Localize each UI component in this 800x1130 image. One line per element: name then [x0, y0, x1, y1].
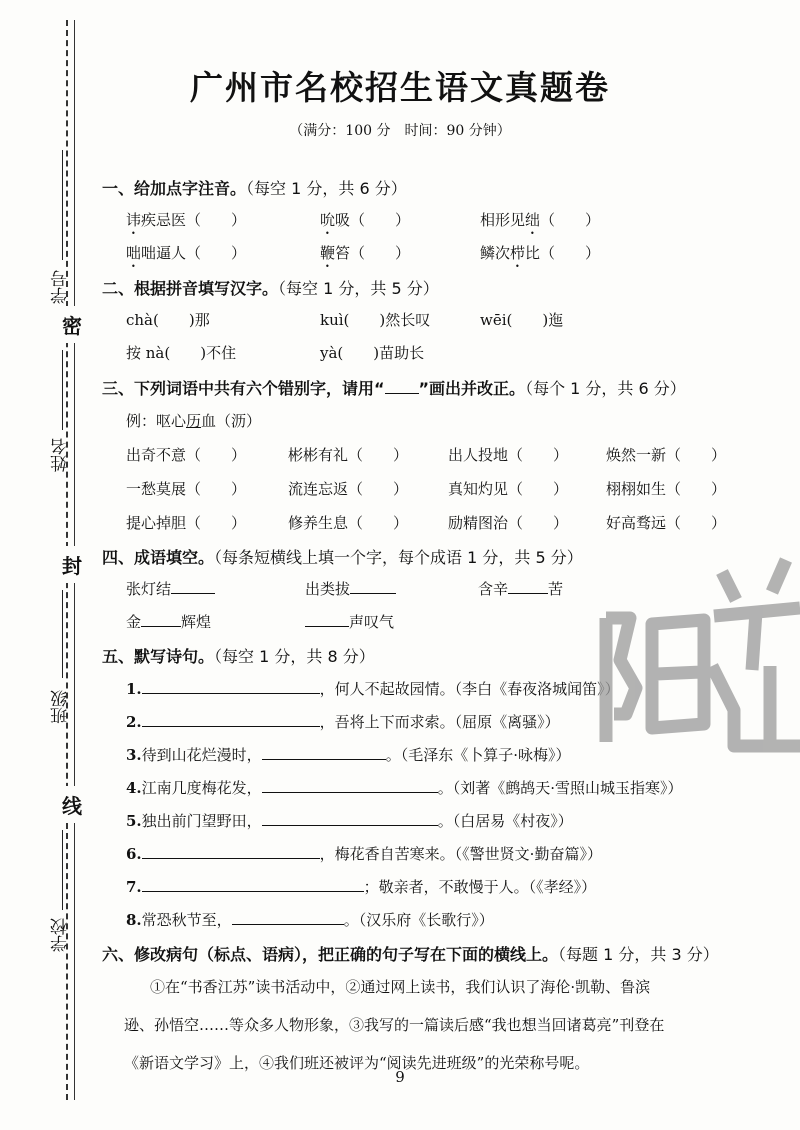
seal-xian: 线	[62, 786, 82, 823]
s2-item[interactable]: 按 nà( )不住	[126, 344, 237, 362]
s3-item[interactable]: 提心掉胆（ ）	[126, 514, 247, 532]
exam-info: （满分：100 分 时间：90 分钟）	[289, 123, 511, 139]
section-2-title: 二、根据拼音填写汉字。（每空 1 分，共 5 分）	[102, 279, 439, 298]
poem-line-7[interactable]: 7. ；敬亲者，不敢慢于人。（《孝经》）	[126, 878, 597, 896]
seal-mi: 密	[62, 306, 82, 343]
s4-item[interactable]: 张灯结	[126, 578, 215, 599]
section-5-title: 五、默写诗句。（每空 1 分，共 8 分）	[102, 647, 375, 666]
s3-item[interactable]: 励精图治（ ）	[448, 514, 569, 532]
s3-item[interactable]: 出奇不意（ ）	[126, 446, 247, 464]
name-label: 姓名	[51, 438, 71, 472]
s4-item[interactable]: 含辛 苦	[478, 580, 564, 598]
poem-line-3[interactable]: 3.待到山花烂漫时， 。（毛泽东《卜算子·咏梅》）	[126, 746, 571, 764]
s4-item[interactable]: 声叹气	[305, 611, 394, 632]
student-id-label: 学号	[51, 270, 71, 304]
poem-line-4[interactable]: 4.江南几度梅花发， 。（刘著《鹧鸪天·雪照山城玉指寒》）	[126, 779, 683, 797]
section-1-title: 一、给加点字注音。（每空 1 分，共 6 分）	[102, 179, 407, 198]
page-title: 广州市名校招生语文真题卷	[190, 68, 610, 107]
s3-item[interactable]: 一愁莫展（ ）	[126, 480, 247, 498]
poem-line-1[interactable]: 1. ，何人不起故园情。（李白《春夜洛城闻笛》）	[126, 680, 620, 698]
class-label: 班级	[51, 690, 71, 724]
s1-item[interactable]: 鳞次栉比（ ）	[480, 244, 601, 262]
s1-item[interactable]: 咄咄逼人（ ）	[126, 244, 247, 262]
class-blank[interactable]	[62, 590, 63, 678]
poem-line-6[interactable]: 6. ，梅花香自苦寒来。（《警世贤文·勤奋篇》）	[126, 845, 602, 863]
poem-line-5[interactable]: 5.独出前门望野田， 。（白居易《村夜》）	[126, 812, 573, 830]
section-6-title: 六、修改病句（标点、语病），把正确的句子写在下面的横线上。（每题 1 分，共 3 分）	[102, 945, 719, 964]
s2-item[interactable]: wēi( )迤	[480, 311, 564, 329]
name-blank[interactable]	[62, 350, 63, 430]
school-blank[interactable]	[62, 830, 63, 910]
svg-text:阳光: 阳光	[586, 520, 588, 521]
s3-item[interactable]: 彬彬有礼（ ）	[288, 446, 409, 464]
s3-item[interactable]: 焕然一新（ ）	[606, 446, 727, 464]
s4-item[interactable]: 出类拔	[305, 578, 396, 599]
s3-item[interactable]: 修养生息（ ）	[288, 514, 409, 532]
school-label: 学校	[51, 918, 71, 952]
s2-item[interactable]: yà( )苗助长	[320, 344, 425, 362]
s1-item[interactable]: 讳疾忌医（ ）	[126, 211, 247, 229]
faulty-sentence-paragraph: ①在“书香江苏”读书活动中，②通过网上读书，我们认识了海伦·凯勒、鲁滨 逊、孙悟空……等众多人物形象，③我写的一篇读后感“我也想当回诸葛亮”刊登在 《新语文学习》上，④我们班还被评为“阅读先进班级”的光荣称号呢。	[124, 978, 665, 1072]
s1-item[interactable]: 吮吸（ ）	[320, 211, 411, 229]
s3-item[interactable]: 出人投地（ ）	[448, 446, 569, 464]
seal-feng: 封	[62, 546, 82, 583]
s2-item[interactable]: kuì( )然长叹	[320, 311, 431, 329]
poem-line-2[interactable]: 2. ，吾将上下而求索。（屈原《离骚》）	[126, 713, 560, 731]
s3-item[interactable]: 真知灼见（ ）	[448, 480, 569, 498]
s4-item[interactable]: 金 辉煌	[126, 613, 212, 631]
section-4-title: 四、成语填空。（每条短横线上填一个字，每个成语 1 分，共 5 分）	[102, 548, 583, 567]
s3-example: 例：呕心历血（沥）	[126, 412, 262, 430]
s3-item[interactable]: 好高骛远（ ）	[606, 514, 727, 532]
s1-item[interactable]: 鞭笞（ ）	[320, 244, 411, 262]
poem-line-8[interactable]: 8.常恐秋节至， 。（汉乐府《长歌行》）	[126, 911, 494, 929]
s1-item[interactable]: 相形见绌（ ）	[480, 211, 601, 229]
student-id-blank[interactable]	[62, 150, 63, 260]
s3-item[interactable]: 栩栩如生（ ）	[606, 480, 727, 498]
s2-item[interactable]: chà( )那	[126, 311, 210, 329]
page-number: 9	[395, 1068, 405, 1086]
s3-item[interactable]: 流连忘返（ ）	[288, 480, 409, 498]
watermark-logo	[586, 520, 800, 770]
section-3-title: 三、下列词语中共有六个错别字，请用“ ”画出并改正。（每个 1 分，共 6 分）	[102, 379, 686, 398]
